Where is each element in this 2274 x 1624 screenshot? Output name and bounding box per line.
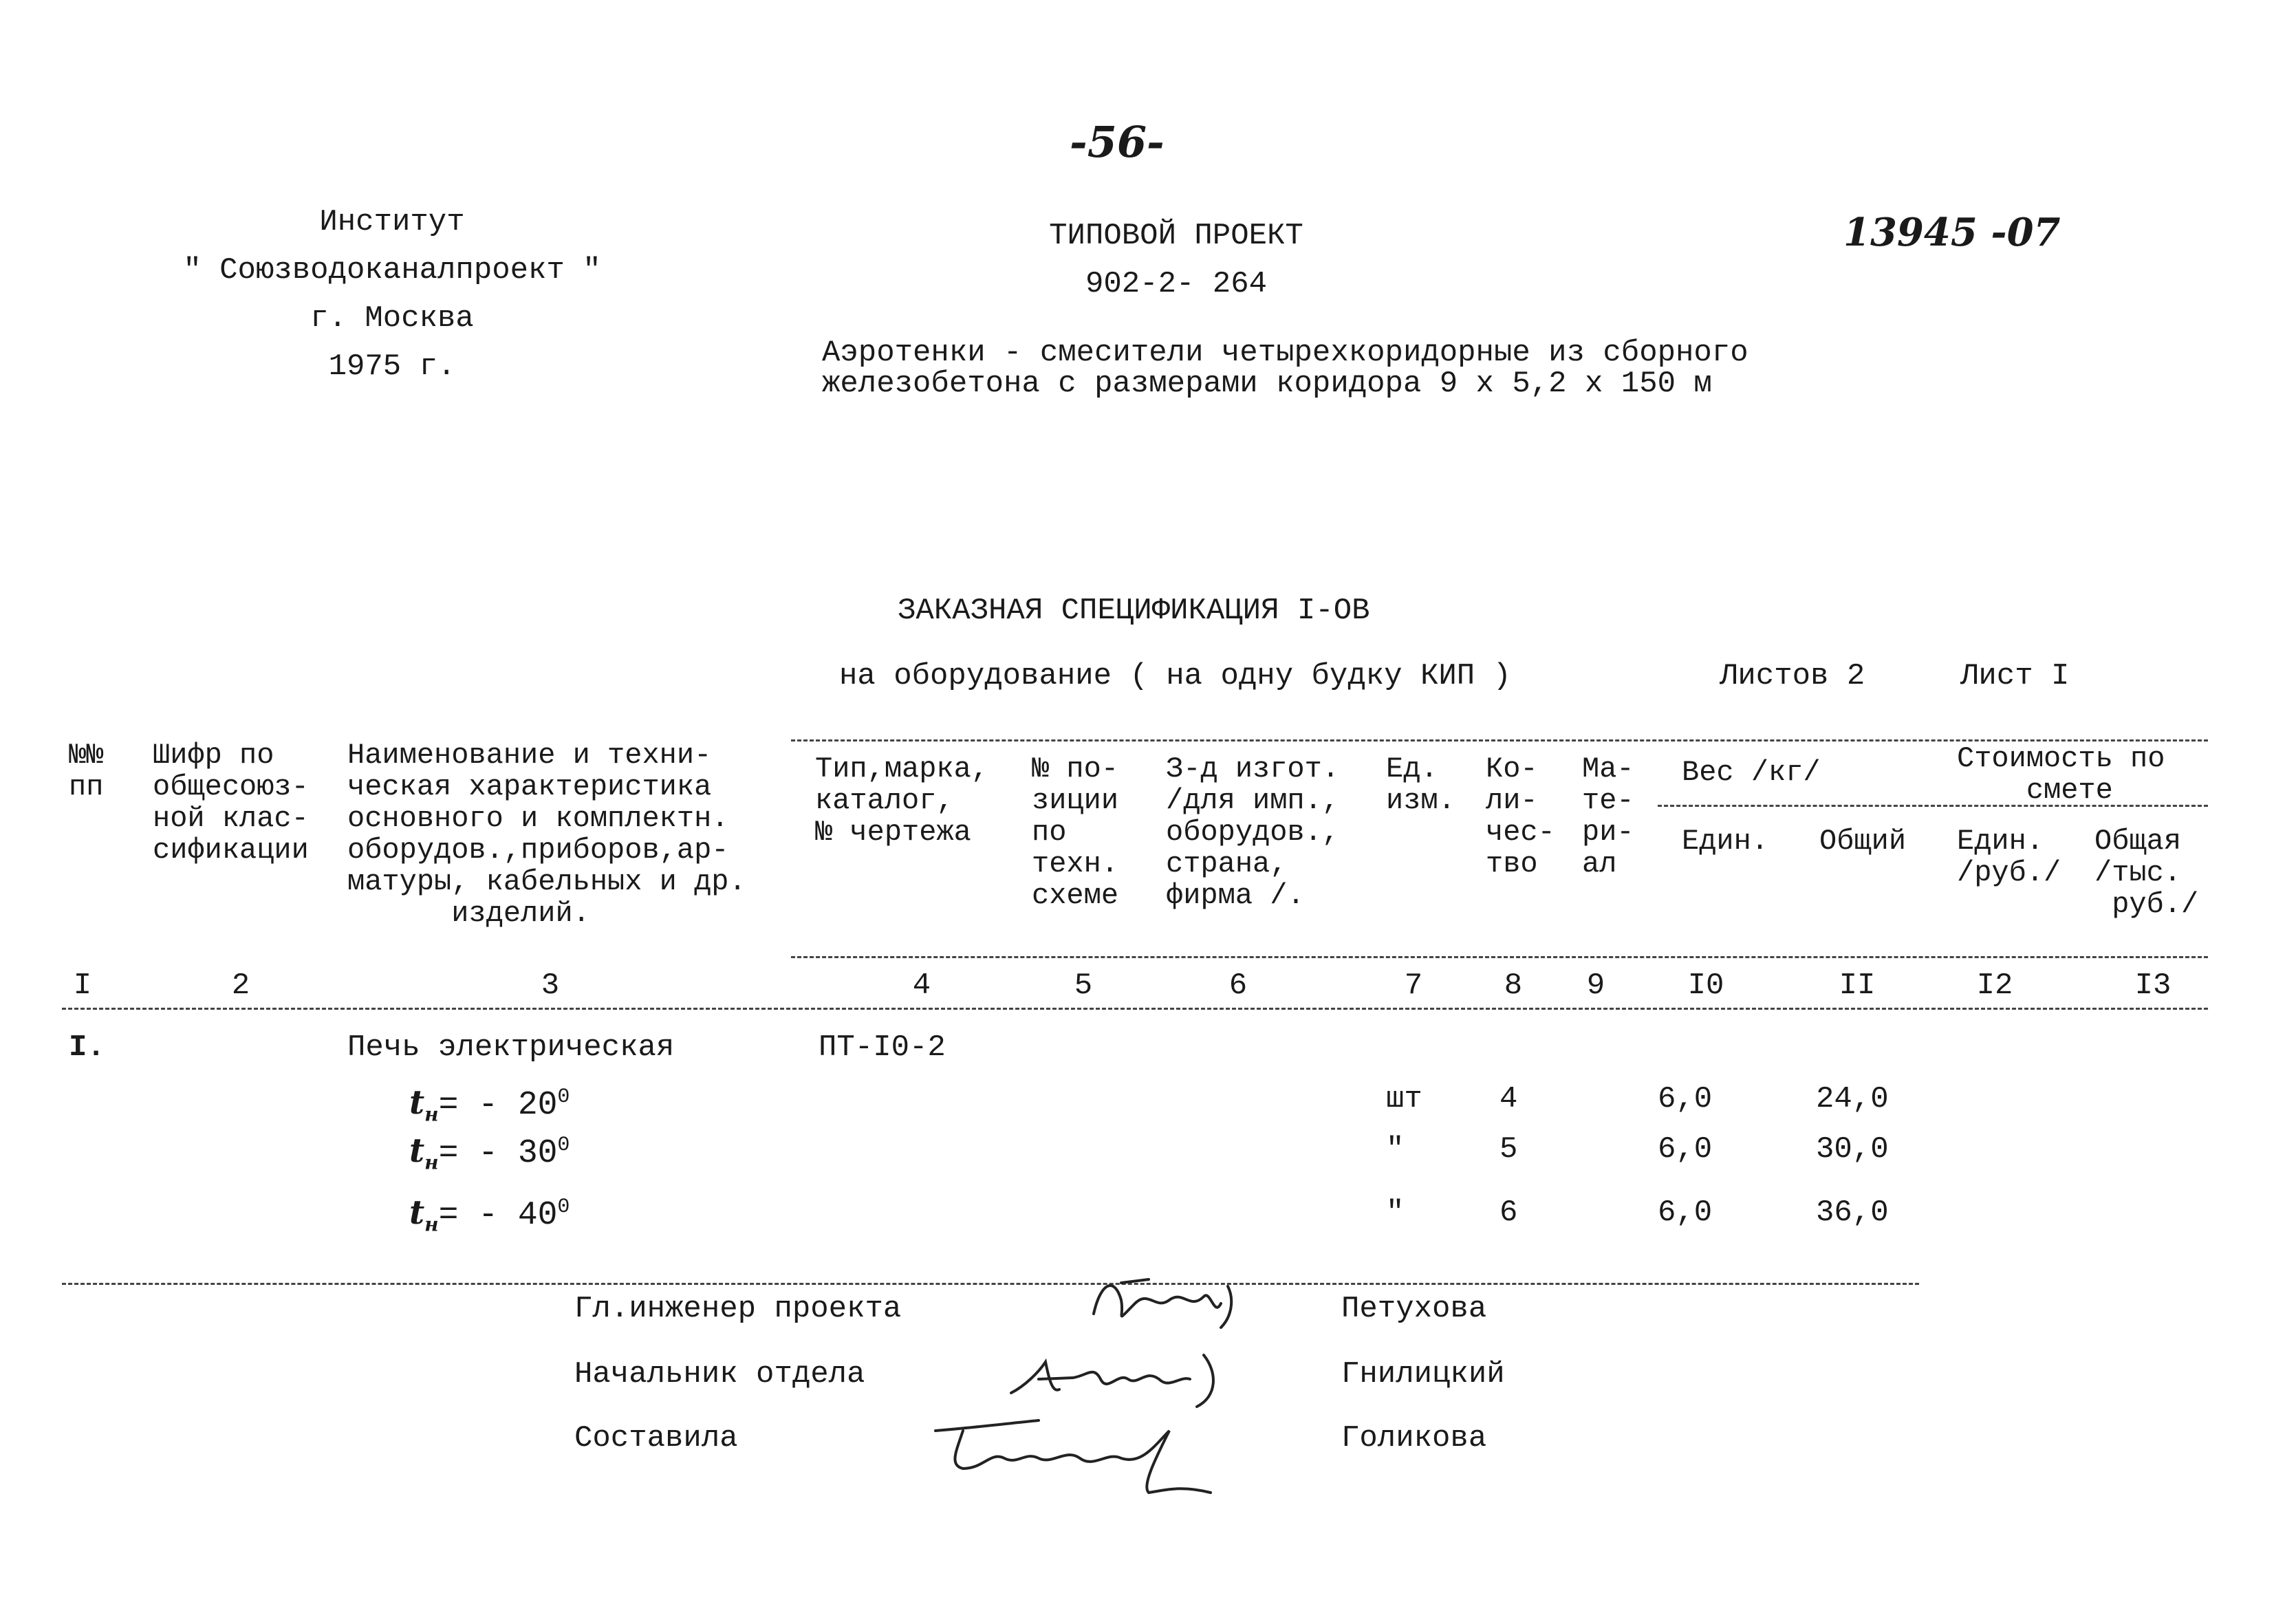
unit-cell: " (1386, 1195, 1405, 1230)
signature-role: Составила (574, 1421, 738, 1455)
unit-cell: шт (1386, 1082, 1422, 1116)
column-number: 8 (1504, 968, 1523, 1003)
header-name-characteristics: Наименование и техни- ческая характеристика основного и комплектн. оборудов.,приборов,ар- матуры, кабельных и др. изделий. (347, 739, 746, 930)
header-position: № по- зиции по техн. схеме (1032, 753, 1119, 912)
header-type-catalog: Тип,марка, каталог, № чертежа (815, 753, 989, 849)
table-bottom-rule (62, 1283, 1919, 1285)
quantity-cell: 4 (1499, 1082, 1518, 1116)
temperature-label: $t_н= - 40^0$ (409, 1193, 570, 1236)
item-number: I. (69, 1030, 105, 1065)
table-top-rule (791, 739, 2208, 741)
spec-subtitle: на оборудование ( на одну будку КИП ) (839, 659, 1511, 693)
institute-city: г. Москва (310, 301, 474, 336)
signature-role: Гл.инженер проекта (574, 1292, 902, 1326)
signature-scribble-compiler (922, 1403, 1252, 1506)
unit-cell: " (1386, 1132, 1405, 1167)
header-weight-unit: Един. (1682, 825, 1769, 858)
column-number: I3 (2134, 968, 2172, 1003)
institute-label: Институт (319, 205, 465, 239)
sheet-number: Лист I (1960, 659, 2070, 693)
column-number: 9 (1586, 968, 1605, 1003)
item-name: Печь электрическая (347, 1030, 675, 1065)
header-bottom-rule (791, 956, 2208, 958)
column-number: 6 (1228, 968, 1248, 1003)
header-unit: Ед. изм. (1386, 753, 1455, 817)
header-manufacturer: З-д изгот. /для имп., оборудов., страна, фирма /. (1166, 753, 1340, 912)
temperature-label: $t_н= - 20^0$ (409, 1083, 570, 1126)
institute-year: 1975 г. (328, 349, 456, 384)
project-description-line1: Аэротенки - смесители четырехкоридорные из сборного (822, 336, 1748, 370)
weight-unit-cell: 6,0 (1658, 1132, 1713, 1167)
column-number: 7 (1404, 968, 1423, 1003)
sheets-total: Листов 2 (1720, 659, 1865, 693)
weight-total-cell: 36,0 (1816, 1195, 1889, 1230)
quantity-cell: 5 (1499, 1132, 1518, 1167)
signature-name: Петухова (1341, 1292, 1487, 1326)
column-number: 5 (1074, 968, 1093, 1003)
weight-total-cell: 24,0 (1816, 1082, 1889, 1116)
header-weight-total: Общий (1819, 825, 1907, 858)
column-number: I (73, 968, 92, 1003)
header-row-number: №№ пп (69, 739, 104, 803)
column-number: I2 (1976, 968, 2013, 1003)
column-number: II (1839, 968, 1876, 1003)
signature-role: Начальник отдела (574, 1357, 865, 1392)
column-number: 4 (912, 968, 931, 1003)
weight-unit-cell: 6,0 (1658, 1195, 1713, 1230)
item-type: ПТ-I0-2 (819, 1030, 946, 1065)
page-number: -56- (1070, 117, 1165, 167)
header-cost-unit: Един. /руб./ (1957, 825, 2061, 889)
signature-scribble-chief-engineer (1073, 1262, 1252, 1345)
quantity-cell: 6 (1499, 1195, 1518, 1230)
header-quantity: Ко- ли- чес- тво (1486, 753, 1555, 880)
column-numbers-rule (62, 1008, 2208, 1010)
column-number: I0 (1687, 968, 1724, 1003)
header-cost: Стоимость по смете (1957, 742, 2165, 807)
column-number: 2 (231, 968, 250, 1003)
header-material: Ма- те- ри- ал (1582, 753, 1634, 880)
project-number: 902-2- 264 (1085, 267, 1268, 301)
weight-total-cell: 30,0 (1816, 1132, 1889, 1167)
signature-name: Голикова (1341, 1421, 1487, 1455)
temperature-label: $t_н= - 30^0$ (409, 1132, 570, 1174)
header-classification-code: Шифр по общесоюз- ной клас- сификации (153, 739, 309, 867)
document-code: 13945 -07 (1843, 210, 2061, 255)
header-weight: Вес /кг/ (1682, 756, 1821, 789)
spec-title: ЗАКАЗНАЯ СПЕЦИФИКАЦИЯ I-ОВ (898, 594, 1370, 628)
institute-org: " Союзводоканалпроект " (183, 253, 601, 288)
column-number: 3 (541, 968, 560, 1003)
project-description-line2: железобетона с размерами коридора 9 х 5,2 х 150 м (822, 367, 1712, 401)
weight-unit-cell: 6,0 (1658, 1082, 1713, 1116)
header-cost-total: Общая /тыс. руб./ (2094, 825, 2199, 921)
project-title: ТИПОВОЙ ПРОЕКТ (1049, 219, 1303, 253)
signature-name: Гнилицкий (1341, 1357, 1505, 1392)
